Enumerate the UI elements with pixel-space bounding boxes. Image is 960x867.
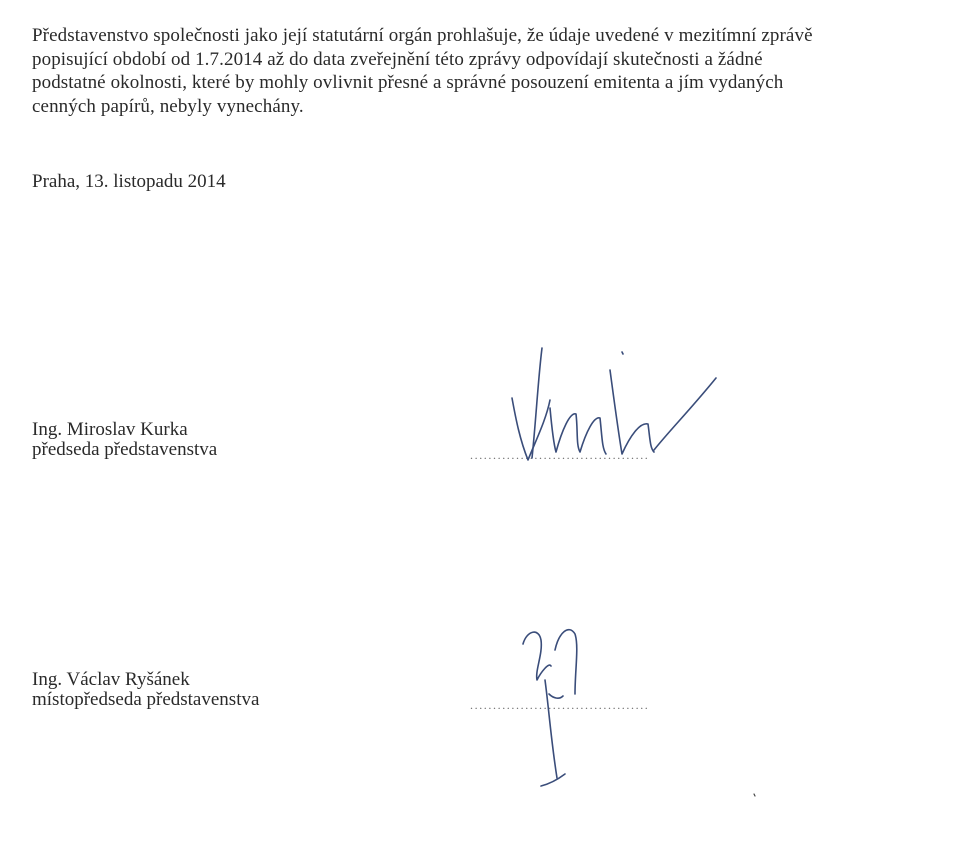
place-and-date: Praha, 13. listopadu 2014 xyxy=(32,171,226,192)
signature-line-1: ....................................... xyxy=(470,448,650,462)
declaration-paragraph xyxy=(32,24,892,118)
signatory-block-2 xyxy=(32,670,259,710)
declaration-line-2: popisující období od 1.7.2014 až do data zveřejnění této zprávy odpovídají skutečnosti a žádné xyxy=(32,48,763,70)
signatory-role: místopředseda představenstva xyxy=(32,689,260,710)
signatory-name: Ing. Václav Ryšánek xyxy=(32,669,190,690)
declaration-line-4: cenných papírů, nebyly vynechány. xyxy=(32,95,304,117)
scan-speck xyxy=(750,790,760,800)
signatory-name: Ing. Miroslav Kurka xyxy=(32,419,188,440)
signature-image-1 xyxy=(490,340,730,470)
declaration-line-3: podstatné okolnosti, které by mohly ovlivnit přesné a správné posouzení emitenta a jím vydaných xyxy=(32,72,784,93)
signature-image-2 xyxy=(505,610,625,790)
signatory-role: předseda představenstva xyxy=(32,439,218,460)
signatory-block-1 xyxy=(32,420,217,460)
signature-line-2: ....................................... xyxy=(470,698,650,712)
declaration-line-1: Představenstvo společnosti jako její statutární orgán prohlašuje, že údaje uvedené v mezitímní zprávě xyxy=(32,25,813,46)
